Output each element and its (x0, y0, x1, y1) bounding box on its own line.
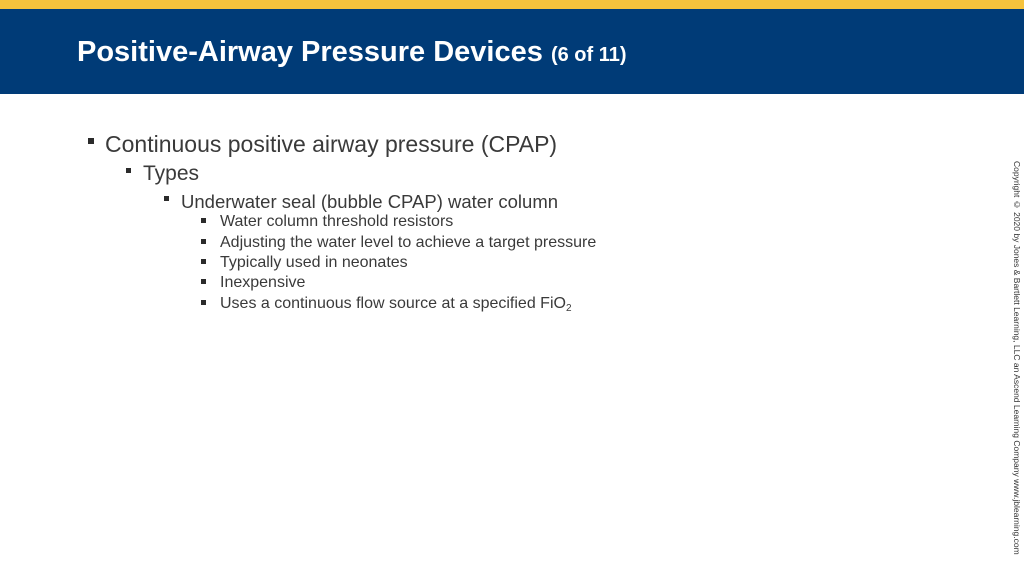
top-accent-stripe (0, 0, 1024, 9)
slide-title (77, 33, 627, 74)
bullet-level3: Underwater seal (bubble CPAP) water column (181, 191, 559, 212)
bullet-level4-item: Adjusting the water level to achieve a target pressure (220, 234, 597, 251)
bullet-level4-item: Water column threshold resistors (220, 213, 454, 230)
fio2-subscript: 2 (565, 303, 572, 314)
square-bullet-icon (164, 196, 169, 201)
copyright-notice: Copyright © 2020 by Jones & Bartlett Learning, LLC an Ascend Learning Company www.jblearning.com (1012, 161, 1022, 555)
square-bullet-icon (201, 279, 206, 284)
slide-title-count: (6 of 11) (550, 44, 627, 66)
square-bullet-icon (201, 218, 206, 223)
square-bullet-icon (88, 138, 94, 144)
square-bullet-icon (201, 300, 206, 305)
bullet-level4-item-fio2 (220, 294, 572, 319)
bullet-level1: Continuous positive airway pressure (CPAP) (105, 131, 558, 157)
slide-title-text: Positive-Airway Pressure Devices (77, 36, 543, 68)
square-bullet-icon (201, 239, 206, 244)
square-bullet-icon (201, 259, 206, 264)
square-bullet-icon (126, 168, 131, 173)
bullet-level4-text: Uses a continuous flow source at a specified FiO (220, 295, 566, 312)
bullet-level4-item: Inexpensive (220, 274, 306, 291)
bullet-level4-item: Typically used in neonates (220, 254, 408, 271)
bullet-level2: Types (143, 162, 200, 185)
